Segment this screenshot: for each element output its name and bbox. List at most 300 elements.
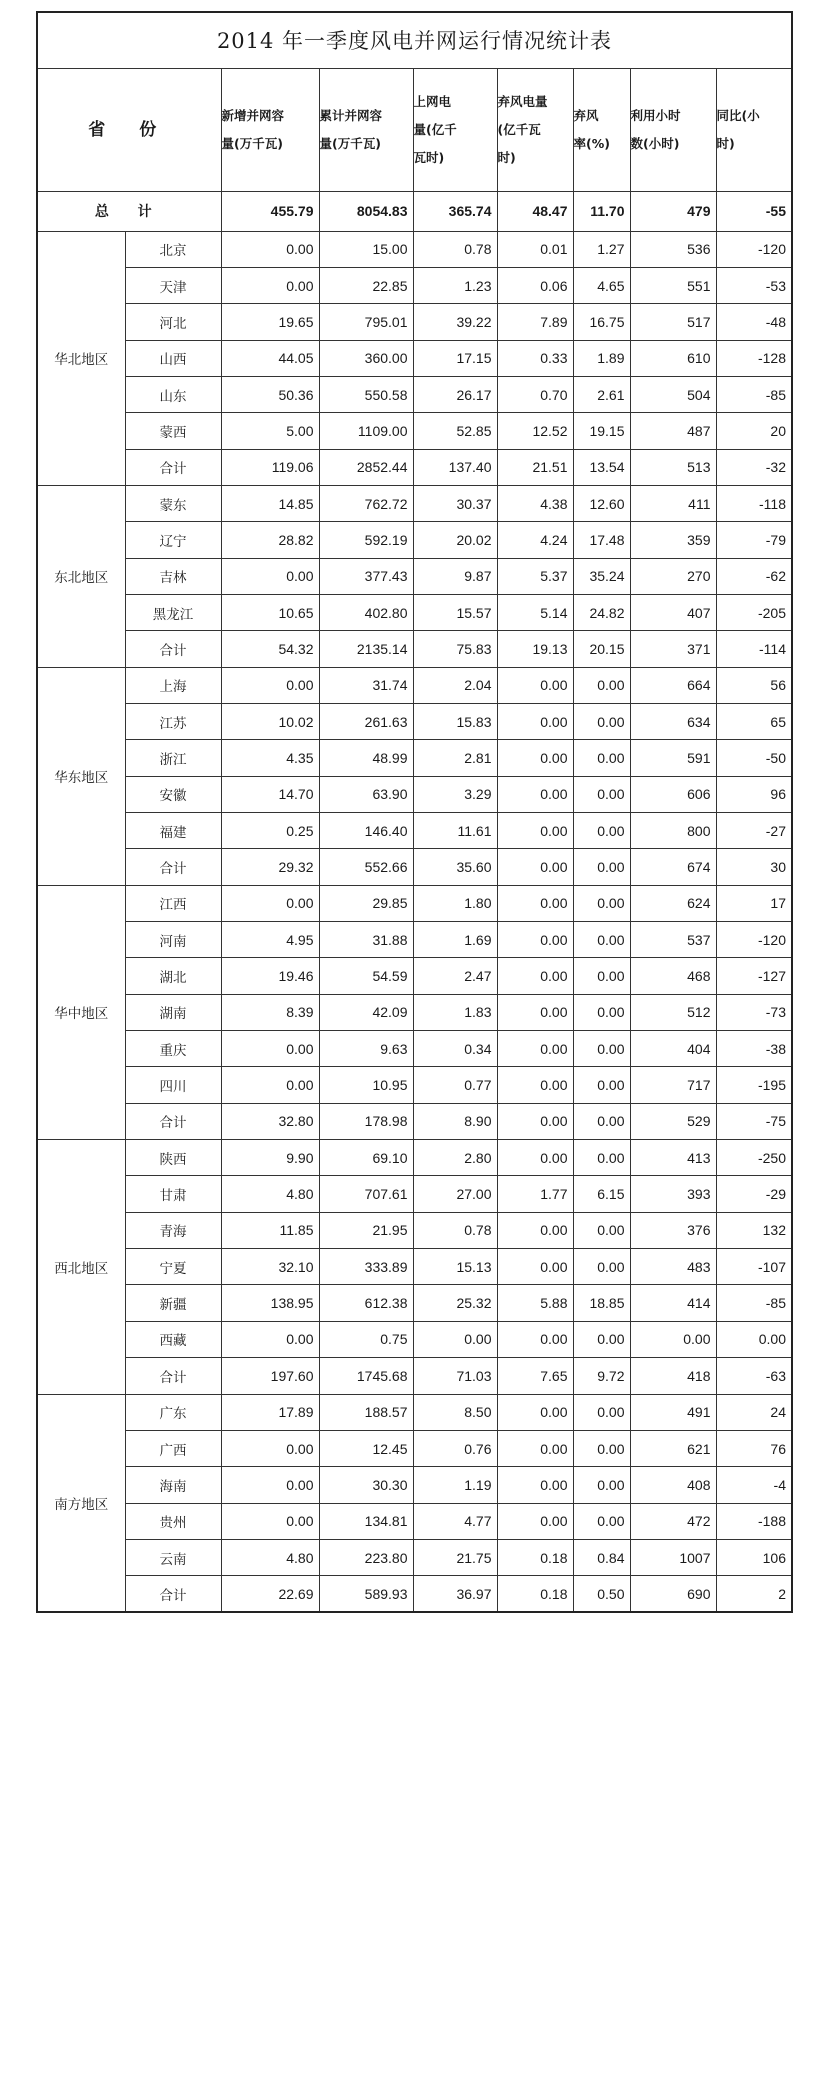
table-cell: 0.00 bbox=[573, 1031, 630, 1067]
table-cell: 8.39 bbox=[221, 994, 319, 1030]
table-row bbox=[37, 1467, 792, 1503]
table-cell: 634 bbox=[630, 703, 716, 739]
table-cell: 0.00 bbox=[221, 558, 319, 594]
table-cell: 7.65 bbox=[497, 1358, 573, 1394]
table-cell: 29.85 bbox=[319, 885, 413, 921]
table-cell: 76 bbox=[716, 1430, 792, 1466]
table-cell: 0.00 bbox=[497, 1067, 573, 1103]
province-name: 合计 bbox=[125, 449, 221, 485]
table-cell: 16.75 bbox=[573, 304, 630, 340]
column-header bbox=[413, 68, 497, 191]
header-row bbox=[37, 68, 792, 191]
table-cell: 3.29 bbox=[413, 776, 497, 812]
table-cell: -85 bbox=[716, 376, 792, 412]
table-cell: 8.50 bbox=[413, 1394, 497, 1430]
table-cell: 2.04 bbox=[413, 667, 497, 703]
table-cell: 0.00 bbox=[221, 267, 319, 303]
column-header bbox=[319, 68, 413, 191]
province-name: 福建 bbox=[125, 813, 221, 849]
table-cell: 15.00 bbox=[319, 231, 413, 267]
table-cell: -118 bbox=[716, 485, 792, 521]
table-cell: 1745.68 bbox=[319, 1358, 413, 1394]
table-cell: 0.00 bbox=[573, 994, 630, 1030]
table-cell: 592.19 bbox=[319, 522, 413, 558]
column-header-line: 弃风 bbox=[573, 107, 599, 123]
table-cell: 0.00 bbox=[497, 776, 573, 812]
table-cell: 15.13 bbox=[413, 1249, 497, 1285]
table-cell: 0.00 bbox=[573, 776, 630, 812]
province-name: 山西 bbox=[125, 340, 221, 376]
table-cell: 0.00 bbox=[221, 231, 319, 267]
table-cell: 14.85 bbox=[221, 485, 319, 521]
province-name: 蒙东 bbox=[125, 485, 221, 521]
table-cell: 0.78 bbox=[413, 231, 497, 267]
table-row bbox=[37, 340, 792, 376]
province-name: 安徽 bbox=[125, 776, 221, 812]
table-cell: 0.00 bbox=[573, 1467, 630, 1503]
table-cell: 0.34 bbox=[413, 1031, 497, 1067]
province-name: 海南 bbox=[125, 1467, 221, 1503]
table-cell: 1.80 bbox=[413, 885, 497, 921]
table-cell: 0.00 bbox=[497, 667, 573, 703]
table-row bbox=[37, 1031, 792, 1067]
table-cell: 5.14 bbox=[497, 594, 573, 630]
table-cell: 377.43 bbox=[319, 558, 413, 594]
table-row bbox=[37, 304, 792, 340]
table-cell: 762.72 bbox=[319, 485, 413, 521]
column-header-line: (亿千瓦 bbox=[497, 121, 541, 137]
table-cell: 223.80 bbox=[319, 1539, 413, 1575]
table-cell: 4.95 bbox=[221, 922, 319, 958]
table-cell: 10.02 bbox=[221, 703, 319, 739]
table-cell: 0.00 bbox=[497, 1503, 573, 1539]
table-row bbox=[37, 922, 792, 958]
table-cell: 717 bbox=[630, 1067, 716, 1103]
table-cell: 1.19 bbox=[413, 1467, 497, 1503]
table-row bbox=[37, 449, 792, 485]
table-cell: 1109.00 bbox=[319, 413, 413, 449]
table-cell: 0.00 bbox=[573, 885, 630, 921]
province-name: 吉林 bbox=[125, 558, 221, 594]
province-name: 新疆 bbox=[125, 1285, 221, 1321]
province-name: 四川 bbox=[125, 1067, 221, 1103]
grand-total-value: 11.70 bbox=[573, 191, 630, 231]
column-header bbox=[716, 68, 792, 191]
table-cell: 589.93 bbox=[319, 1576, 413, 1612]
table-cell: 28.82 bbox=[221, 522, 319, 558]
table-cell: 20 bbox=[716, 413, 792, 449]
column-header-line: 新增并网容 bbox=[221, 107, 285, 123]
table-cell: 10.65 bbox=[221, 594, 319, 630]
table-cell: -50 bbox=[716, 740, 792, 776]
table-cell: 24.82 bbox=[573, 594, 630, 630]
table-cell: -53 bbox=[716, 267, 792, 303]
table-cell: 137.40 bbox=[413, 449, 497, 485]
grand-total-value: 479 bbox=[630, 191, 716, 231]
table-cell: 513 bbox=[630, 449, 716, 485]
table-cell: 418 bbox=[630, 1358, 716, 1394]
table-cell: 106 bbox=[716, 1539, 792, 1575]
table-cell: 402.80 bbox=[319, 594, 413, 630]
table-cell: 4.65 bbox=[573, 267, 630, 303]
table-cell: 1.89 bbox=[573, 340, 630, 376]
table-cell: -4 bbox=[716, 1467, 792, 1503]
table-cell: 0.00 bbox=[573, 1503, 630, 1539]
table-row bbox=[37, 522, 792, 558]
grand-total-value: 8054.83 bbox=[319, 191, 413, 231]
table-cell: 491 bbox=[630, 1394, 716, 1430]
table-cell: -107 bbox=[716, 1249, 792, 1285]
province-name: 河南 bbox=[125, 922, 221, 958]
table-cell: 536 bbox=[630, 231, 716, 267]
region-name: 华东地区 bbox=[37, 667, 125, 885]
table-cell: 0.00 bbox=[573, 1430, 630, 1466]
table-cell: 0.18 bbox=[497, 1576, 573, 1612]
table-cell: 11.85 bbox=[221, 1212, 319, 1248]
table-cell: 134.81 bbox=[319, 1503, 413, 1539]
table-cell: 360.00 bbox=[319, 340, 413, 376]
table-cell: 0.00 bbox=[497, 958, 573, 994]
table-cell: 0.78 bbox=[413, 1212, 497, 1248]
table-cell: 42.09 bbox=[319, 994, 413, 1030]
province-name: 云南 bbox=[125, 1539, 221, 1575]
column-header-line: 时) bbox=[497, 149, 516, 165]
region-name: 华中地区 bbox=[37, 885, 125, 1139]
table-cell: 4.35 bbox=[221, 740, 319, 776]
table-cell: -48 bbox=[716, 304, 792, 340]
province-header: 省 份 bbox=[37, 68, 221, 191]
table-cell: 1.23 bbox=[413, 267, 497, 303]
table-cell: 188.57 bbox=[319, 1394, 413, 1430]
table-cell: 0.00 bbox=[497, 1103, 573, 1139]
province-name: 湖北 bbox=[125, 958, 221, 994]
table-cell: 0.00 bbox=[497, 1249, 573, 1285]
grand-total-value: 455.79 bbox=[221, 191, 319, 231]
grand-total-value: -55 bbox=[716, 191, 792, 231]
table-row bbox=[37, 1176, 792, 1212]
table-cell: 472 bbox=[630, 1503, 716, 1539]
table-cell: 17.48 bbox=[573, 522, 630, 558]
table-cell: 12.52 bbox=[497, 413, 573, 449]
table-cell: -85 bbox=[716, 1285, 792, 1321]
table-row bbox=[37, 994, 792, 1030]
column-header-line: 瓦时) bbox=[413, 149, 445, 165]
province-name: 河北 bbox=[125, 304, 221, 340]
table-row bbox=[37, 1067, 792, 1103]
table-row bbox=[37, 413, 792, 449]
table-cell: 413 bbox=[630, 1140, 716, 1176]
table-cell: 552.66 bbox=[319, 849, 413, 885]
table-cell: 132 bbox=[716, 1212, 792, 1248]
table-cell: 0.77 bbox=[413, 1067, 497, 1103]
table-cell: 0.00 bbox=[221, 667, 319, 703]
column-header-line: 时) bbox=[716, 135, 735, 151]
table-title: 2014 年一季度风电并网运行情况统计表 bbox=[37, 12, 792, 68]
table-cell: 0.00 bbox=[573, 922, 630, 958]
table-cell: 0.00 bbox=[573, 667, 630, 703]
table-cell: 5.00 bbox=[221, 413, 319, 449]
table-cell: 404 bbox=[630, 1031, 716, 1067]
table-cell: 19.65 bbox=[221, 304, 319, 340]
table-cell: 20.15 bbox=[573, 631, 630, 667]
table-cell: 1007 bbox=[630, 1539, 716, 1575]
table-cell: 2.47 bbox=[413, 958, 497, 994]
table-cell: 468 bbox=[630, 958, 716, 994]
table-cell: 54.59 bbox=[319, 958, 413, 994]
table-row bbox=[37, 1358, 792, 1394]
table-cell: 1.69 bbox=[413, 922, 497, 958]
table-cell: 690 bbox=[630, 1576, 716, 1612]
table-cell: 18.85 bbox=[573, 1285, 630, 1321]
table-cell: 13.54 bbox=[573, 449, 630, 485]
region-name: 东北地区 bbox=[37, 485, 125, 667]
table-cell: 12.45 bbox=[319, 1430, 413, 1466]
wind-power-statistics-table bbox=[36, 11, 793, 1613]
region-name: 华北地区 bbox=[37, 231, 125, 485]
table-cell: 20.02 bbox=[413, 522, 497, 558]
table-cell: 0.00 bbox=[497, 703, 573, 739]
table-cell: 261.63 bbox=[319, 703, 413, 739]
table-cell: -250 bbox=[716, 1140, 792, 1176]
table-cell: -75 bbox=[716, 1103, 792, 1139]
table-cell: 9.90 bbox=[221, 1140, 319, 1176]
province-name: 合计 bbox=[125, 1103, 221, 1139]
table-cell: 12.60 bbox=[573, 485, 630, 521]
table-cell: 54.32 bbox=[221, 631, 319, 667]
table-row bbox=[37, 1285, 792, 1321]
table-cell: 0.00 bbox=[497, 1430, 573, 1466]
table-row bbox=[37, 885, 792, 921]
table-cell: 0.01 bbox=[497, 231, 573, 267]
column-header-line: 累计并网容 bbox=[319, 107, 383, 123]
table-cell: 0.00 bbox=[573, 849, 630, 885]
column-header-line: 数(小时) bbox=[630, 135, 680, 151]
table-cell: 1.27 bbox=[573, 231, 630, 267]
table-cell: 52.85 bbox=[413, 413, 497, 449]
table-cell: 359 bbox=[630, 522, 716, 558]
table-cell: 10.95 bbox=[319, 1067, 413, 1103]
table-cell: 30.30 bbox=[319, 1467, 413, 1503]
table-cell: 0.00 bbox=[221, 1067, 319, 1103]
table-cell: -73 bbox=[716, 994, 792, 1030]
table-cell: 17 bbox=[716, 885, 792, 921]
column-header-line: 同比(小 bbox=[716, 107, 760, 123]
table-cell: 0.76 bbox=[413, 1430, 497, 1466]
table-cell: 2 bbox=[716, 1576, 792, 1612]
table-cell: 0.00 bbox=[573, 813, 630, 849]
table-cell: 6.15 bbox=[573, 1176, 630, 1212]
table-cell: 22.85 bbox=[319, 267, 413, 303]
table-cell: 0.00 bbox=[497, 1321, 573, 1357]
table-cell: 0.75 bbox=[319, 1321, 413, 1357]
table-cell: 2.81 bbox=[413, 740, 497, 776]
table-cell: 65 bbox=[716, 703, 792, 739]
column-header bbox=[497, 68, 573, 191]
table-cell: 0.00 bbox=[221, 1321, 319, 1357]
table-cell: 376 bbox=[630, 1212, 716, 1248]
table-row bbox=[37, 1576, 792, 1612]
table-cell: 4.24 bbox=[497, 522, 573, 558]
province-name: 合计 bbox=[125, 849, 221, 885]
table-cell: 550.58 bbox=[319, 376, 413, 412]
table-cell: 5.88 bbox=[497, 1285, 573, 1321]
table-cell: 4.80 bbox=[221, 1539, 319, 1575]
table-cell: 2852.44 bbox=[319, 449, 413, 485]
table-cell: 0.00 bbox=[573, 1321, 630, 1357]
table-cell: -205 bbox=[716, 594, 792, 630]
province-name: 合计 bbox=[125, 1576, 221, 1612]
table-row bbox=[37, 558, 792, 594]
table-cell: 0.00 bbox=[497, 922, 573, 958]
table-cell: 0.33 bbox=[497, 340, 573, 376]
table-cell: 0.00 bbox=[497, 849, 573, 885]
table-cell: 24 bbox=[716, 1394, 792, 1430]
table-cell: 35.24 bbox=[573, 558, 630, 594]
table-cell: 25.32 bbox=[413, 1285, 497, 1321]
table-cell: 1.83 bbox=[413, 994, 497, 1030]
table-cell: 9.63 bbox=[319, 1031, 413, 1067]
table-cell: 8.90 bbox=[413, 1103, 497, 1139]
table-cell: 414 bbox=[630, 1285, 716, 1321]
table-cell: 411 bbox=[630, 485, 716, 521]
table-cell: 9.87 bbox=[413, 558, 497, 594]
province-name: 江西 bbox=[125, 885, 221, 921]
table-cell: 664 bbox=[630, 667, 716, 703]
table-cell: 15.83 bbox=[413, 703, 497, 739]
table-row bbox=[37, 1394, 792, 1430]
table-cell: 26.17 bbox=[413, 376, 497, 412]
province-name: 天津 bbox=[125, 267, 221, 303]
table-cell: 800 bbox=[630, 813, 716, 849]
table-cell: 69.10 bbox=[319, 1140, 413, 1176]
column-header-line: 利用小时 bbox=[630, 107, 681, 123]
province-name: 贵州 bbox=[125, 1503, 221, 1539]
table-cell: 0.00 bbox=[497, 1212, 573, 1248]
table-cell: 7.89 bbox=[497, 304, 573, 340]
province-name: 江苏 bbox=[125, 703, 221, 739]
grand-total-row bbox=[37, 191, 792, 231]
table-cell: 31.88 bbox=[319, 922, 413, 958]
table-cell: -38 bbox=[716, 1031, 792, 1067]
table-row bbox=[37, 1321, 792, 1357]
table-cell: 48.99 bbox=[319, 740, 413, 776]
table-cell: 11.61 bbox=[413, 813, 497, 849]
table-cell: -63 bbox=[716, 1358, 792, 1394]
table-cell: 612.38 bbox=[319, 1285, 413, 1321]
province-name: 广东 bbox=[125, 1394, 221, 1430]
table-cell: 0.50 bbox=[573, 1576, 630, 1612]
table-cell: 624 bbox=[630, 885, 716, 921]
table-cell: 21.95 bbox=[319, 1212, 413, 1248]
table-cell: 32.80 bbox=[221, 1103, 319, 1139]
table-cell: 483 bbox=[630, 1249, 716, 1285]
column-header-line: 量(亿千 bbox=[413, 121, 457, 137]
table-cell: 606 bbox=[630, 776, 716, 812]
table-cell: 371 bbox=[630, 631, 716, 667]
table-cell: -62 bbox=[716, 558, 792, 594]
table-row bbox=[37, 740, 792, 776]
table-cell: 17.89 bbox=[221, 1394, 319, 1430]
table-row bbox=[37, 776, 792, 812]
table-cell: 35.60 bbox=[413, 849, 497, 885]
column-header-line: 量(万千瓦) bbox=[221, 135, 283, 151]
table-cell: -79 bbox=[716, 522, 792, 558]
province-name: 西藏 bbox=[125, 1321, 221, 1357]
table-cell: 2.80 bbox=[413, 1140, 497, 1176]
table-cell: 9.72 bbox=[573, 1358, 630, 1394]
table-row bbox=[37, 594, 792, 630]
table-cell: 707.61 bbox=[319, 1176, 413, 1212]
table-cell: 529 bbox=[630, 1103, 716, 1139]
province-name: 广西 bbox=[125, 1430, 221, 1466]
table-cell: 56 bbox=[716, 667, 792, 703]
table-cell: 5.37 bbox=[497, 558, 573, 594]
table-cell: 0.70 bbox=[497, 376, 573, 412]
table-cell: 0.00 bbox=[497, 1140, 573, 1176]
table-cell: 39.22 bbox=[413, 304, 497, 340]
table-cell: 0.00 bbox=[413, 1321, 497, 1357]
table-cell: 0.84 bbox=[573, 1539, 630, 1575]
table-cell: 0.00 bbox=[573, 1140, 630, 1176]
grand-total-label: 总 计 bbox=[37, 191, 221, 231]
table-cell: 0.18 bbox=[497, 1539, 573, 1575]
province-name: 陕西 bbox=[125, 1140, 221, 1176]
province-name: 辽宁 bbox=[125, 522, 221, 558]
table-row bbox=[37, 1212, 792, 1248]
table-cell: 621 bbox=[630, 1430, 716, 1466]
table-row bbox=[37, 667, 792, 703]
table-cell: 0.00 bbox=[221, 1031, 319, 1067]
table-cell: 0.00 bbox=[630, 1321, 716, 1357]
table-row bbox=[37, 1140, 792, 1176]
table-row bbox=[37, 631, 792, 667]
table-cell: 31.74 bbox=[319, 667, 413, 703]
province-name: 合计 bbox=[125, 631, 221, 667]
table-cell: 0.06 bbox=[497, 267, 573, 303]
table-cell: 71.03 bbox=[413, 1358, 497, 1394]
table-cell: 32.10 bbox=[221, 1249, 319, 1285]
table-cell: 15.57 bbox=[413, 594, 497, 630]
table-cell: 50.36 bbox=[221, 376, 319, 412]
table-cell: 1.77 bbox=[497, 1176, 573, 1212]
table-cell: 138.95 bbox=[221, 1285, 319, 1321]
table-row bbox=[37, 376, 792, 412]
table-cell: 75.83 bbox=[413, 631, 497, 667]
table-cell: 14.70 bbox=[221, 776, 319, 812]
table-row bbox=[37, 1430, 792, 1466]
table-cell: 487 bbox=[630, 413, 716, 449]
table-cell: 0.25 bbox=[221, 813, 319, 849]
table-cell: 21.51 bbox=[497, 449, 573, 485]
table-cell: 197.60 bbox=[221, 1358, 319, 1394]
table-cell: 0.00 bbox=[221, 885, 319, 921]
table-row bbox=[37, 849, 792, 885]
table-cell: -114 bbox=[716, 631, 792, 667]
table-cell: 29.32 bbox=[221, 849, 319, 885]
province-name: 重庆 bbox=[125, 1031, 221, 1067]
table-row bbox=[37, 267, 792, 303]
province-name: 宁夏 bbox=[125, 1249, 221, 1285]
table-cell: 30.37 bbox=[413, 485, 497, 521]
table-cell: 0.00 bbox=[573, 1212, 630, 1248]
table-cell: -128 bbox=[716, 340, 792, 376]
table-cell: 21.75 bbox=[413, 1539, 497, 1575]
table-cell: 0.00 bbox=[573, 703, 630, 739]
table-cell: 795.01 bbox=[319, 304, 413, 340]
table-cell: 27.00 bbox=[413, 1176, 497, 1212]
table-cell: 4.80 bbox=[221, 1176, 319, 1212]
province-name: 北京 bbox=[125, 231, 221, 267]
